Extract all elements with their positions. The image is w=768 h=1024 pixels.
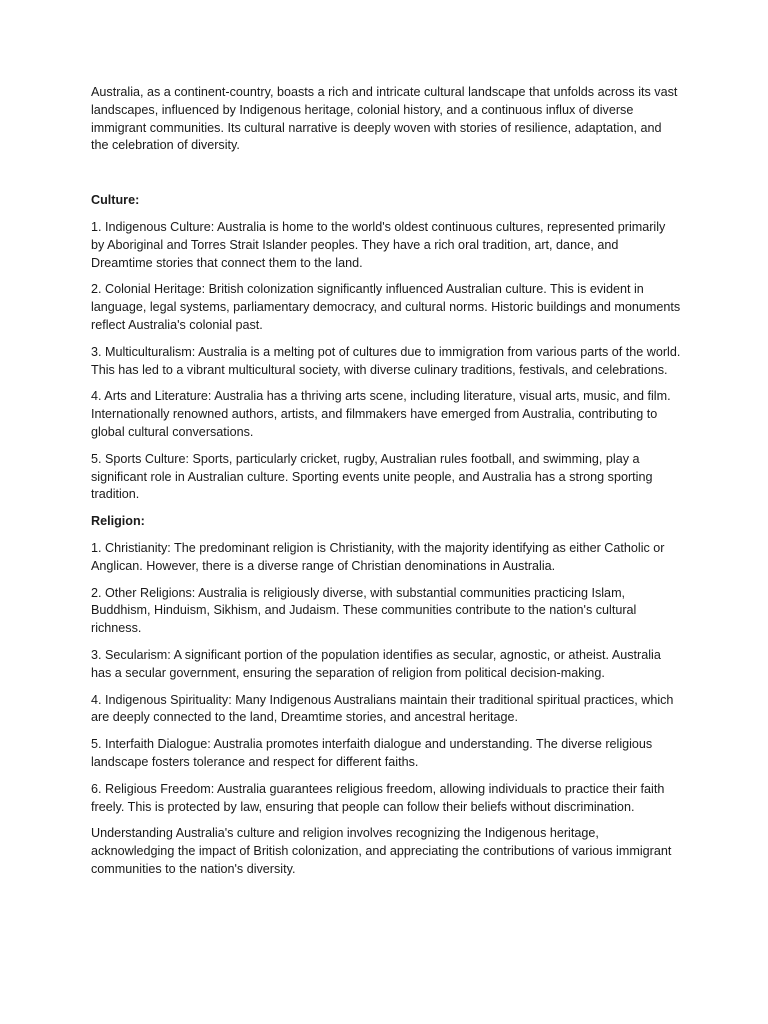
culture-item-sports: 5. Sports Culture: Sports, particularly cricket, rugby, Australian rules football, and swimming, play a significant role in Australian culture. Sporting events unite people, and Australia has a strong sporting tradition. — [91, 451, 653, 502]
religion-item-other: 2. Other Religions: Australia is religiously diverse, with substantial communities practicing Islam, Buddhism, Hinduism, Sikhism, and Judaism. These communities contribute to the nation's cultural richness. — [91, 585, 637, 636]
culture-heading: Culture: — [91, 193, 140, 208]
culture-item-arts: 4. Arts and Literature: Australia has a thriving arts scene, including literature, visual arts, music, and film. Internationally renowned authors, artists, and filmmakers have emerged from Australia, contributing to global cultural conversations. — [91, 389, 671, 439]
culture-item-multiculturalism: 3. Multiculturalism: Australia is a melting pot of cultures due to immigration from various parts of the world. This has led to a vibrant multicultural society, with diverse culinary traditions, festivals, and celebrations. — [91, 344, 681, 377]
culture-item-indigenous: 1. Indigenous Culture: Australia is home to the world's oldest continuous cultures, represented primarily by Aboriginal and Torres Strait Islander peoples. They have a rich oral tradition, art, dance, and Dreamtime stories that connect them to the land. — [91, 219, 666, 270]
religion-item-christianity: 1. Christianity: The predominant religion is Christianity, with the majority identifying as either Catholic or Anglican. However, there is a diverse range of Christian denominations in Australia. — [91, 540, 665, 573]
religion-item-indigenous-spirituality: 4. Indigenous Spirituality: Many Indigenous Australians maintain their traditional spiritual practices, which are deeply connected to the land, Dreamtime stories, and ancestral heritage. — [91, 692, 674, 725]
conclusion-paragraph: Understanding Australia's culture and religion involves recognizing the Indigenous heritage, acknowledging the impact of British colonization, and appreciating the contributions of various immigrant communities to the nation's diversity. — [91, 826, 672, 876]
religion-item-interfaith: 5. Interfaith Dialogue: Australia promotes interfaith dialogue and understanding. The diverse religious landscape fosters tolerance and respect for different faiths. — [91, 737, 653, 769]
intro-paragraph: Australia, as a continent-country, boasts a rich and intricate cultural landscape that unfolds across its vast landscapes, influenced by Indigenous heritage, colonial history, and a continuous influx of diverse immigrant communities. Its cultural narrative is deeply woven with stories of resilience, adaptation, and the celebration of diversity. — [91, 85, 678, 153]
religion-item-secularism: 3. Secularism: A significant portion of the population identifies as secular, agnostic, or atheist. Australia has a secular government, ensuring the separation of religion from political decision-making. — [91, 647, 661, 680]
document-page — [91, 84, 681, 888]
religion-item-freedom: 6. Religious Freedom: Australia guarantees religious freedom, allowing individuals to practice their faith freely. This is protected by law, ensuring that people can follow their beliefs without discrimination. — [91, 781, 665, 814]
culture-item-colonial: 2. Colonial Heritage: British colonization significantly influenced Australian culture. This is evident in language, legal systems, parliamentary democracy, and cultural norms. Historic buildings and monuments reflect Australia's colonial past. — [91, 282, 681, 332]
religion-heading: Religion: — [91, 514, 145, 529]
